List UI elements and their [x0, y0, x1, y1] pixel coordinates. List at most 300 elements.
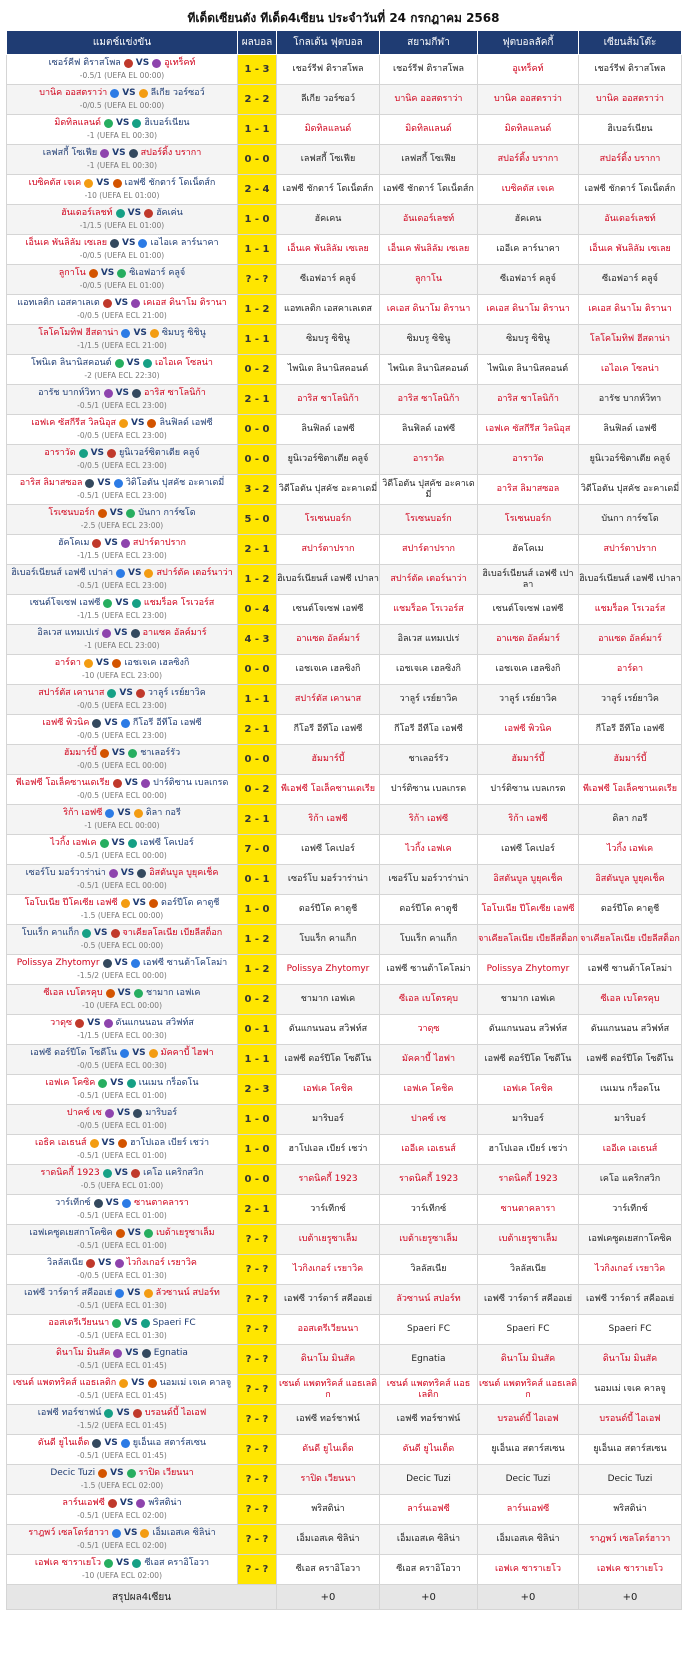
- tipster-pick: เอฟเค โคชิค: [277, 1075, 380, 1105]
- home-team-name[interactable]: เอธิค เอเธนส์: [34, 1138, 87, 1148]
- match-score: 0 - 1: [238, 1015, 277, 1045]
- tipster-pick: ราดนิคกี้ 1923: [478, 1165, 579, 1195]
- away-team-name[interactable]: บรอนด์บี้ ไอเอฟ: [144, 1408, 207, 1418]
- away-team-logo-icon: [131, 1169, 140, 1178]
- table-row: [7, 175, 682, 205]
- away-team-name[interactable]: ลินฟิลด์ เอฟซี: [159, 418, 213, 428]
- home-team-name[interactable]: พีเอฟซี โอเล็คซานเดเรีย: [15, 778, 110, 788]
- tipster-pick: โรเซนบอร์ก: [277, 505, 380, 535]
- match-score: ? - ?: [238, 1345, 277, 1375]
- vs-label: VS: [112, 148, 126, 158]
- match-teams: [7, 1048, 237, 1059]
- match-teams: [7, 238, 237, 249]
- away-team-logo-icon: [121, 1439, 130, 1448]
- handicap-odds: -0.5/1 (UEFA ECL 23:00): [77, 401, 167, 410]
- tipster-pick: อาราวัด: [478, 445, 579, 475]
- handicap-odds: -0.5/1 (UEFA ECL 01:00): [77, 1211, 167, 1220]
- handicap-odds: -0.5/1 (UEFA ECL 01:00): [77, 1091, 167, 1100]
- tipster-pick: เอชเจเค เฮลซิงกิ: [380, 655, 478, 685]
- away-team-name[interactable]: เอฟซี ชักตาร์ โดเน็ตส์ก: [124, 178, 216, 188]
- tipster-pick: เอ็มเอสเค ซิลิน่า: [277, 1525, 380, 1555]
- table-row: [7, 1555, 682, 1585]
- away-team-name[interactable]: ซานตาคลารา: [134, 1198, 189, 1208]
- home-team-name[interactable]: โรเซนบอร์ก: [48, 508, 95, 518]
- away-team-logo-icon: [118, 1139, 127, 1148]
- match-score: 0 - 1: [238, 865, 277, 895]
- home-team-name[interactable]: วิลลัสเนีย: [47, 1258, 84, 1268]
- away-team-name[interactable]: ฮิเบอร์เนียน: [144, 118, 190, 128]
- away-team-name[interactable]: เบด้าเยรูซาเล็ม: [156, 1228, 215, 1238]
- home-team-name[interactable]: เอฟซี ทอร์ชาฟน์: [37, 1408, 102, 1418]
- home-team-logo-icon: [110, 89, 119, 98]
- tipster-pick: อารัช บากห์วิทา: [579, 385, 682, 415]
- table-row: [7, 235, 682, 265]
- table-row: [7, 325, 682, 355]
- away-team-name[interactable]: ซีเอส คราอิโอวา: [144, 1558, 210, 1568]
- vs-label: VS: [105, 1198, 120, 1208]
- tipster-pick: ซีเอฟอาร์ คลูจ์: [579, 265, 682, 295]
- tipster-pick: เซนต์ แพตทริคส์ แอธเลติก: [380, 1375, 478, 1405]
- tipster-pick: ฮัมมาร์บี้: [478, 745, 579, 775]
- tipster-pick: พริสติน่า: [579, 1495, 682, 1525]
- header-tipster-2: สยามกีฬา: [380, 31, 478, 55]
- away-team-name[interactable]: เคเอส ดินาโม ติรานา: [143, 298, 227, 308]
- tipster-pick: จาเคียลโลเนีย เบียลีสต็อก: [478, 925, 579, 955]
- match-cell: [7, 265, 238, 295]
- away-team-name[interactable]: ยูนิเวอร์ซิตาเตีย คลูจ์: [119, 448, 200, 458]
- match-cell: [7, 295, 238, 325]
- tipster-pick: เซนต์ แพตทริคส์ แอธเลติก: [478, 1375, 579, 1405]
- tipster-pick: วิดีโอตัน ปุสคัช อะคาเดมี่: [277, 475, 380, 505]
- home-team-name[interactable]: ดินาโม มินสัค: [56, 1348, 111, 1358]
- vs-label: VS: [114, 298, 129, 308]
- away-team-logo-icon: [128, 839, 137, 848]
- tipster-pick: โบแร็ก คาแก็ก: [277, 925, 380, 955]
- away-team-name[interactable]: สปอร์ติ้ง บรากา: [140, 148, 202, 158]
- tipster-pick: วาร์เทีกซ์: [579, 1195, 682, 1225]
- tipster-pick: บานิค ออสตราว่า: [380, 85, 478, 115]
- home-team-name[interactable]: ฮัคโคเม: [58, 538, 90, 548]
- table-row: [7, 445, 682, 475]
- handicap-odds: -0/0.5 (UEFA ECL 01:00): [77, 1121, 167, 1130]
- tipster-pick: ราดนิคกี้ 1923: [277, 1165, 380, 1195]
- tipster-pick: ฮิเบอร์เนียนส์ เอฟซี เปาลา: [478, 565, 579, 595]
- tipster-pick: อูเทร็คท์: [478, 55, 579, 85]
- home-team-name[interactable]: อารัช บากห์วิทา: [38, 388, 101, 398]
- match-score: ? - ?: [238, 1405, 277, 1435]
- home-team-name[interactable]: ไวกิ้ง เอฟเค: [50, 838, 97, 848]
- away-team-logo-icon: [132, 389, 141, 398]
- match-cell: [7, 985, 238, 1015]
- table-row: [7, 1255, 682, 1285]
- tipster-pick: มาริบอร์: [478, 1105, 579, 1135]
- home-team-name[interactable]: Decic Tuzi: [50, 1468, 96, 1478]
- match-cell: [7, 1525, 238, 1555]
- away-team-name[interactable]: สปาร์ตาปราก: [132, 538, 186, 548]
- tipster-pick: เลฟสกี้ โซเฟีย: [277, 145, 380, 175]
- home-team-logo-icon: [90, 1139, 99, 1148]
- home-team-name[interactable]: เอฟเค โคซิค: [45, 1078, 96, 1088]
- table-row: [7, 385, 682, 415]
- table-row: [7, 265, 682, 295]
- away-team-name[interactable]: เอไอเค โซลน่า: [154, 358, 213, 368]
- away-team-name[interactable]: พริสติน่า: [148, 1498, 182, 1508]
- home-team-logo-icon: [84, 659, 93, 668]
- home-team-name[interactable]: เซนต์โจเซฟ เอฟซี: [29, 598, 101, 608]
- home-team-name[interactable]: ลูกาโน: [58, 268, 86, 278]
- match-score: 1 - 1: [238, 1045, 277, 1075]
- away-team-name[interactable]: วาลูร์ เรย์ยาวิค: [147, 688, 206, 698]
- match-teams: [7, 1558, 237, 1569]
- home-team-name[interactable]: เอฟเค ซัสกีรีส วิลนิอุส: [31, 418, 116, 428]
- vs-label: VS: [125, 1348, 139, 1358]
- away-team-name[interactable]: บันกา การ์ซโด: [138, 508, 196, 518]
- tipster-pick: ไวกิงเกอร์ เรยาวิค: [579, 1255, 682, 1285]
- handicap-odds: -1 (UEFA ECL 00:00): [84, 821, 160, 830]
- handicap-odds: -0.5/1 (UEFA ECL 01:00): [77, 1151, 167, 1160]
- handicap-odds: -0.5/1 (UEFA ECL 01:30): [77, 1301, 167, 1310]
- match-cell: [7, 355, 238, 385]
- away-team-name[interactable]: แชมร็อค โรเวอร์ส: [143, 598, 215, 608]
- away-team-name[interactable]: ซิเอฟอาร์ คลูจ์: [129, 268, 186, 278]
- tipster-pick: ปาร์ติซาน เบลเกรด: [380, 775, 478, 805]
- vs-label: VS: [115, 598, 129, 608]
- tipster-pick: เอฟซี ทอร์ชาฟน์: [277, 1405, 380, 1435]
- table-row: [7, 985, 682, 1015]
- away-team-name[interactable]: เคโอ แคริกสวิก: [143, 1168, 204, 1178]
- match-score: ? - ?: [238, 1555, 277, 1585]
- home-team-logo-icon: [115, 359, 124, 368]
- tipster-pick: วิดีโอตัน ปุสคัช อะคาเดมี่: [380, 475, 478, 505]
- vs-label: VS: [94, 928, 108, 938]
- match-teams: [7, 718, 237, 729]
- tipster-pick: ชามาก เอฟเค: [277, 985, 380, 1015]
- table-row: [7, 415, 682, 445]
- table-row: [7, 55, 682, 85]
- match-teams: [7, 868, 237, 879]
- home-team-logo-icon: [89, 269, 98, 278]
- match-teams: [7, 1018, 237, 1029]
- home-team-name[interactable]: มิดทิลแลนด์: [54, 118, 101, 128]
- tipster-pick: ดอร์ปีโด คาตูชี: [579, 895, 682, 925]
- match-cell: [7, 895, 238, 925]
- table-row: [7, 1285, 682, 1315]
- table-row: [7, 85, 682, 115]
- home-team-name[interactable]: ลาร์นเอฟซี: [62, 1498, 105, 1508]
- away-team-name[interactable]: เอไอเค ลาร์นาคา: [150, 238, 219, 248]
- home-team-name[interactable]: เบซิคตัส เจเค: [28, 178, 82, 188]
- tipster-pick: ดันดี ยูไนเต็ด: [380, 1435, 478, 1465]
- tipster-pick: ยูเอ็นเอ สตาร์สเซน: [579, 1435, 682, 1465]
- vs-label: VS: [130, 418, 145, 428]
- tipster-pick: เอฟเค ซาราเยโว: [478, 1555, 579, 1585]
- away-team-name[interactable]: อาริส ซาโลนิก้า: [144, 388, 206, 398]
- home-team-name[interactable]: โพนิเต ลินานิสคอนต์: [31, 358, 112, 368]
- away-team-logo-icon: [133, 1109, 142, 1118]
- home-team-name[interactable]: เอฟเค ซาราเยโว: [34, 1558, 102, 1568]
- tipster-pick: อาริส ซาโลนิก้า: [277, 385, 380, 415]
- home-team-name[interactable]: เอฟเคซูดเยสกาโคซิค: [29, 1228, 113, 1238]
- home-team-logo-icon: [112, 1529, 121, 1538]
- match-score: 1 - 2: [238, 955, 277, 985]
- home-team-name[interactable]: เอฟซี วาร์ดาร์ สคีออเย่: [24, 1288, 113, 1298]
- home-team-name[interactable]: อาราวัด: [44, 448, 76, 458]
- home-team-logo-icon: [116, 569, 125, 578]
- home-team-name[interactable]: บานิค ออสตราว่า: [39, 88, 108, 98]
- home-team-name[interactable]: โลโคโมทิฟ ฮีสดาน่า: [38, 328, 119, 338]
- match-score: 1 - 3: [238, 55, 277, 85]
- handicap-odds: -10 (UEFA EL 01:00): [84, 191, 160, 200]
- handicap-odds: -0/0.5 (UEFA ECL 00:00): [77, 761, 167, 770]
- home-team-name[interactable]: เซอร์โบ มอร์วาร่าน่า: [25, 868, 106, 878]
- match-score: 0 - 0: [238, 445, 277, 475]
- away-team-name[interactable]: มาริบอร์: [145, 1108, 178, 1118]
- tipster-pick: วาร์เทีกซ์: [380, 1195, 478, 1225]
- home-team-name[interactable]: ซีเอล เบโตรคุบ: [43, 988, 103, 998]
- match-cell: [7, 325, 238, 355]
- away-team-name[interactable]: ชาเลอร์รัว: [140, 748, 181, 758]
- away-team-name[interactable]: ปาร์ติซาน เบลเกรด: [153, 778, 229, 788]
- tipster-pick: ไวกิงเกอร์ เรยาวิค: [277, 1255, 380, 1285]
- match-score: 2 - 4: [238, 175, 277, 205]
- away-team-name[interactable]: ดิลา กอรี: [145, 808, 181, 818]
- home-team-name[interactable]: อิลเวส แทมเปเร่: [37, 628, 100, 638]
- table-row: [7, 505, 682, 535]
- away-team-name[interactable]: เอฟซี ซานต้าโคโลม่า: [142, 958, 228, 968]
- away-team-logo-icon: [133, 1409, 142, 1418]
- table-row: [7, 1435, 682, 1465]
- home-team-name[interactable]: เอฟซี พิวนิค: [42, 718, 90, 728]
- tipster-pick: อาริส ลิมาสซอล: [478, 475, 579, 505]
- vs-label: VS: [119, 1498, 134, 1508]
- tipster-pick: พีเอฟซี โอเล็คซานเดเรีย: [277, 775, 380, 805]
- tipster-pick: ริก้า เอฟซี: [277, 805, 380, 835]
- away-team-name[interactable]: ลัวซานน์ สปอร์ท: [155, 1288, 220, 1298]
- match-cell: [7, 505, 238, 535]
- away-team-name[interactable]: มัคคาบี้ ไฮฟา: [160, 1048, 214, 1058]
- vs-label: VS: [127, 1288, 141, 1298]
- table-row: [7, 1495, 682, 1525]
- tipster-pick: เนเมน กร็อดโน: [579, 1075, 682, 1105]
- home-team-name[interactable]: เซนต์ แพตทริคส์ แอธเลติก: [12, 1378, 117, 1388]
- away-team-logo-icon: [148, 1379, 157, 1388]
- away-team-name[interactable]: เอฟซี โคเปอร์: [139, 838, 194, 848]
- match-cell: [7, 1375, 238, 1405]
- away-team-logo-icon: [132, 1559, 141, 1568]
- vs-label: VS: [131, 1378, 145, 1388]
- away-team-logo-icon: [134, 989, 143, 998]
- tipster-pick: อาร์ดา: [579, 655, 682, 685]
- home-team-name[interactable]: ราฎพว์ เซลโตร์ฮาวา: [28, 1528, 109, 1538]
- tipster-pick: เออีเค เอเธนส์: [579, 1135, 682, 1165]
- vs-label: VS: [127, 1228, 142, 1238]
- summary-total: +0: [478, 1585, 579, 1610]
- match-teams: [7, 1258, 237, 1269]
- home-team-name[interactable]: เอ็นเค พันลิลัม เซเลย: [25, 238, 108, 248]
- away-team-name[interactable]: ดันแกนนอน สวิฟท์ส: [115, 1018, 194, 1028]
- tipster-pick: ซิมบรู ซิชินู: [277, 325, 380, 355]
- away-team-name[interactable]: จาเคียลโลเนีย เบียลีสต็อก: [122, 928, 223, 938]
- home-team-name[interactable]: ฮัมมาร์บี้: [63, 748, 97, 758]
- away-team-name[interactable]: ลีเกีย วอร์ซอว์: [150, 88, 205, 98]
- home-team-logo-icon: [113, 1349, 122, 1358]
- tipster-pick: ลินฟิลด์ เอฟซี: [579, 415, 682, 445]
- handicap-odds: -0/0.5 (UEFA EL 01:00): [79, 251, 165, 260]
- away-team-logo-icon: [132, 599, 141, 608]
- vs-label: VS: [124, 1318, 138, 1328]
- away-team-name[interactable]: สปาร์ตัค เตอร์นาว่า: [156, 568, 233, 578]
- away-team-name[interactable]: ไวกิงเกอร์ เรยาวิค: [126, 1258, 197, 1268]
- home-team-name[interactable]: ปาคซ์ เซ: [66, 1108, 102, 1118]
- home-team-name[interactable]: ดันดี ยูไนเต็ด: [37, 1438, 90, 1448]
- away-team-name[interactable]: อาแซค อัลค์มาร์: [142, 628, 207, 638]
- home-team-name[interactable]: ฮันเดอร์เลชท์: [61, 208, 113, 218]
- away-team-name[interactable]: Spaeri FC: [152, 1318, 196, 1328]
- away-team-name[interactable]: ราปิด เวียนนา: [138, 1468, 194, 1478]
- tipster-pick: เลฟสกี้ โซเฟีย: [380, 145, 478, 175]
- home-team-name[interactable]: ออสเตรีเวียนนา: [48, 1318, 110, 1328]
- match-teams: [7, 958, 237, 969]
- match-score: 1 - 1: [238, 115, 277, 145]
- home-team-logo-icon: [102, 629, 111, 638]
- home-team-name[interactable]: สปาร์ตัส เคานาส: [38, 688, 105, 698]
- tipster-pick: ดันแกนนอน สวิฟท์ส: [579, 1015, 682, 1045]
- handicap-odds: -0.5 (UEFA ECL 00:00): [80, 941, 164, 950]
- away-team-name[interactable]: ยูเอ็นเอ สตาร์สเซน: [132, 1438, 207, 1448]
- home-team-name[interactable]: โอโบเนีย ปีโคเซีย เอฟซี: [24, 898, 118, 908]
- home-team-logo-icon: [107, 689, 116, 698]
- vs-label: VS: [104, 1438, 118, 1448]
- table-row: [7, 1465, 682, 1495]
- home-team-name[interactable]: โบแร็ก คาแก็ก: [21, 928, 80, 938]
- tipster-pick: ดินาโม มินสัค: [478, 1345, 579, 1375]
- away-team-name[interactable]: เนเมน กร็อดโน: [138, 1078, 199, 1088]
- tipster-pick: Spaeri FC: [579, 1315, 682, 1345]
- tipster-pick: Decic Tuzi: [380, 1465, 478, 1495]
- header-result: ผลบอล: [238, 31, 277, 55]
- match-cell: [7, 55, 238, 85]
- match-cell: [7, 835, 238, 865]
- match-cell: [7, 565, 238, 595]
- away-team-name[interactable]: เอชเจเค เฮลซิงกิ: [124, 658, 190, 668]
- header-tipster-3: ฟุตบอลลัคกี้: [478, 31, 579, 55]
- tipster-pick: เอฟเคซูดเยสกาโคซิค: [579, 1225, 682, 1255]
- home-team-name[interactable]: วาดุซ: [50, 1018, 73, 1028]
- tipster-pick: กีโอรี อีทีโอ เอฟซี: [380, 715, 478, 745]
- handicap-odds: -2 (UEFA ECL 22:30): [84, 371, 160, 380]
- handicap-odds: -0.5 (UEFA ECL 01:00): [80, 1181, 164, 1190]
- away-team-logo-icon: [117, 269, 126, 278]
- table-row: [7, 895, 682, 925]
- handicap-odds: -1.5 (UEFA ECL 02:00): [80, 1481, 164, 1490]
- tipster-pick: เชอร์รีฟ ติราสโพล: [277, 55, 380, 85]
- away-team-name[interactable]: ซิมบรู ซิชินู: [161, 328, 206, 338]
- away-team-logo-icon: [121, 719, 130, 728]
- home-team-logo-icon: [84, 179, 93, 188]
- away-team-name[interactable]: อิสตันบูล บูยุคเช็ค: [149, 868, 219, 878]
- away-team-name[interactable]: เอ็มเอสเค ซิลิน่า: [152, 1528, 216, 1538]
- tipster-pick: สปาร์ตาปราก: [579, 535, 682, 565]
- match-cell: [7, 1195, 238, 1225]
- home-team-name[interactable]: ฮิเบอร์เนียนส์ เอฟซี เปาล่า: [11, 568, 113, 578]
- home-team-name[interactable]: แอทเลติก เอสคาเลเต: [17, 298, 100, 308]
- handicap-odds: -0/0.5 (UEFA ECL 23:00): [77, 431, 167, 440]
- match-cell: [7, 595, 238, 625]
- away-team-logo-icon: [137, 869, 146, 878]
- table-row: [7, 145, 682, 175]
- away-team-name[interactable]: อูเทร็คท์: [164, 58, 196, 68]
- tipster-pick: ดันดี ยูไนเต็ด: [277, 1435, 380, 1465]
- tipster-pick: เอฟซี ดอร์ปีโด โซดีโน: [277, 1045, 380, 1075]
- table-row: [7, 355, 682, 385]
- match-teams: [7, 208, 237, 219]
- away-team-name[interactable]: ฮาโปเอล เบียร์ เชว่า: [130, 1138, 210, 1148]
- away-team-name[interactable]: กีโอรี อีทีโอ เอฟซี: [132, 718, 202, 728]
- home-team-name[interactable]: Polissya Zhytomyr: [16, 958, 100, 968]
- vs-label: VS: [116, 1108, 131, 1118]
- vs-label: VS: [114, 1168, 129, 1178]
- tipster-pick: วิลลัสเนีย: [478, 1255, 579, 1285]
- summary-total: +0: [277, 1585, 380, 1610]
- tipster-pick: วิดีโอตัน ปุสคัช อะคาเดมี่: [579, 475, 682, 505]
- away-team-name[interactable]: นอมเม่ เจเค คาลจู: [159, 1378, 232, 1388]
- away-team-name[interactable]: ดอร์ปีโด คาตูชี: [161, 898, 220, 908]
- home-team-logo-icon: [110, 239, 119, 248]
- home-team-name[interactable]: อาริส ลิมาสซอล: [19, 478, 83, 488]
- away-team-name[interactable]: ชามาก เอฟเค: [146, 988, 201, 998]
- tipster-pick: เอฟซี โคเปอร์: [478, 835, 579, 865]
- tipster-pick: Polissya Zhytomyr: [277, 955, 380, 985]
- home-team-name[interactable]: ราดนิคกี้ 1923: [40, 1168, 100, 1178]
- vs-label: VS: [135, 58, 150, 68]
- away-team-logo-icon: [152, 59, 161, 68]
- home-team-name[interactable]: เอฟซี ดอร์ปีโด โซดีโน: [30, 1048, 118, 1058]
- tipster-pick: แชมร็อค โรเวอร์ส: [380, 595, 478, 625]
- tipster-pick: ซีเอส คราอิโอวา: [277, 1555, 380, 1585]
- table-row: [7, 475, 682, 505]
- match-teams: [7, 1198, 237, 1209]
- match-score: 2 - 1: [238, 805, 277, 835]
- away-team-name[interactable]: วิดิโอตัน ปุสคัช อะคาเดมี่: [125, 478, 225, 488]
- away-team-name[interactable]: ฮัคเค่น: [156, 208, 183, 218]
- tipster-pick: ดอร์ปีโด คาตูชี: [277, 895, 380, 925]
- tipster-pick: นอมเม่ เจเค คาลจู: [579, 1375, 682, 1405]
- match-score: ? - ?: [238, 1525, 277, 1555]
- away-team-name[interactable]: Egnatia: [153, 1348, 188, 1358]
- home-team-name[interactable]: วาร์เทีกซ์: [55, 1198, 91, 1208]
- vs-label: VS: [119, 688, 133, 698]
- home-team-name[interactable]: ริก้า เอฟซี: [63, 808, 103, 818]
- home-team-logo-icon: [119, 419, 128, 428]
- home-team-name[interactable]: เซอร์คีฟ ติราสโพล: [48, 58, 121, 68]
- match-teams: [7, 1348, 237, 1359]
- handicap-odds: -1.5/2 (UEFA ECL 00:00): [77, 971, 167, 980]
- match-score: 0 - 0: [238, 1165, 277, 1195]
- match-score: 1 - 0: [238, 205, 277, 235]
- vs-label: VS: [111, 838, 125, 848]
- match-cell: [7, 925, 238, 955]
- vs-label: VS: [116, 1408, 130, 1418]
- handicap-odds: -0.5/1 (UEFA ECL 02:00): [77, 1511, 167, 1520]
- tipster-pick: ฮาโปเอล เบียร์ เชว่า: [478, 1135, 579, 1165]
- tipster-pick: เอ็นเค พันลิลัม เซเลย: [579, 235, 682, 265]
- table-row: [7, 715, 682, 745]
- home-team-name[interactable]: เลฟสกี้ โซเฟีย: [42, 148, 98, 158]
- tipster-pick: วาลูร์ เรย์ยาวิค: [579, 685, 682, 715]
- home-team-name[interactable]: อาร์ดา: [54, 658, 81, 668]
- handicap-odds: -1/1.5 (UEFA ECL 00:30): [77, 1031, 167, 1040]
- tipster-pick: เซอร์โบ มอร์วาร่าน่า: [380, 865, 478, 895]
